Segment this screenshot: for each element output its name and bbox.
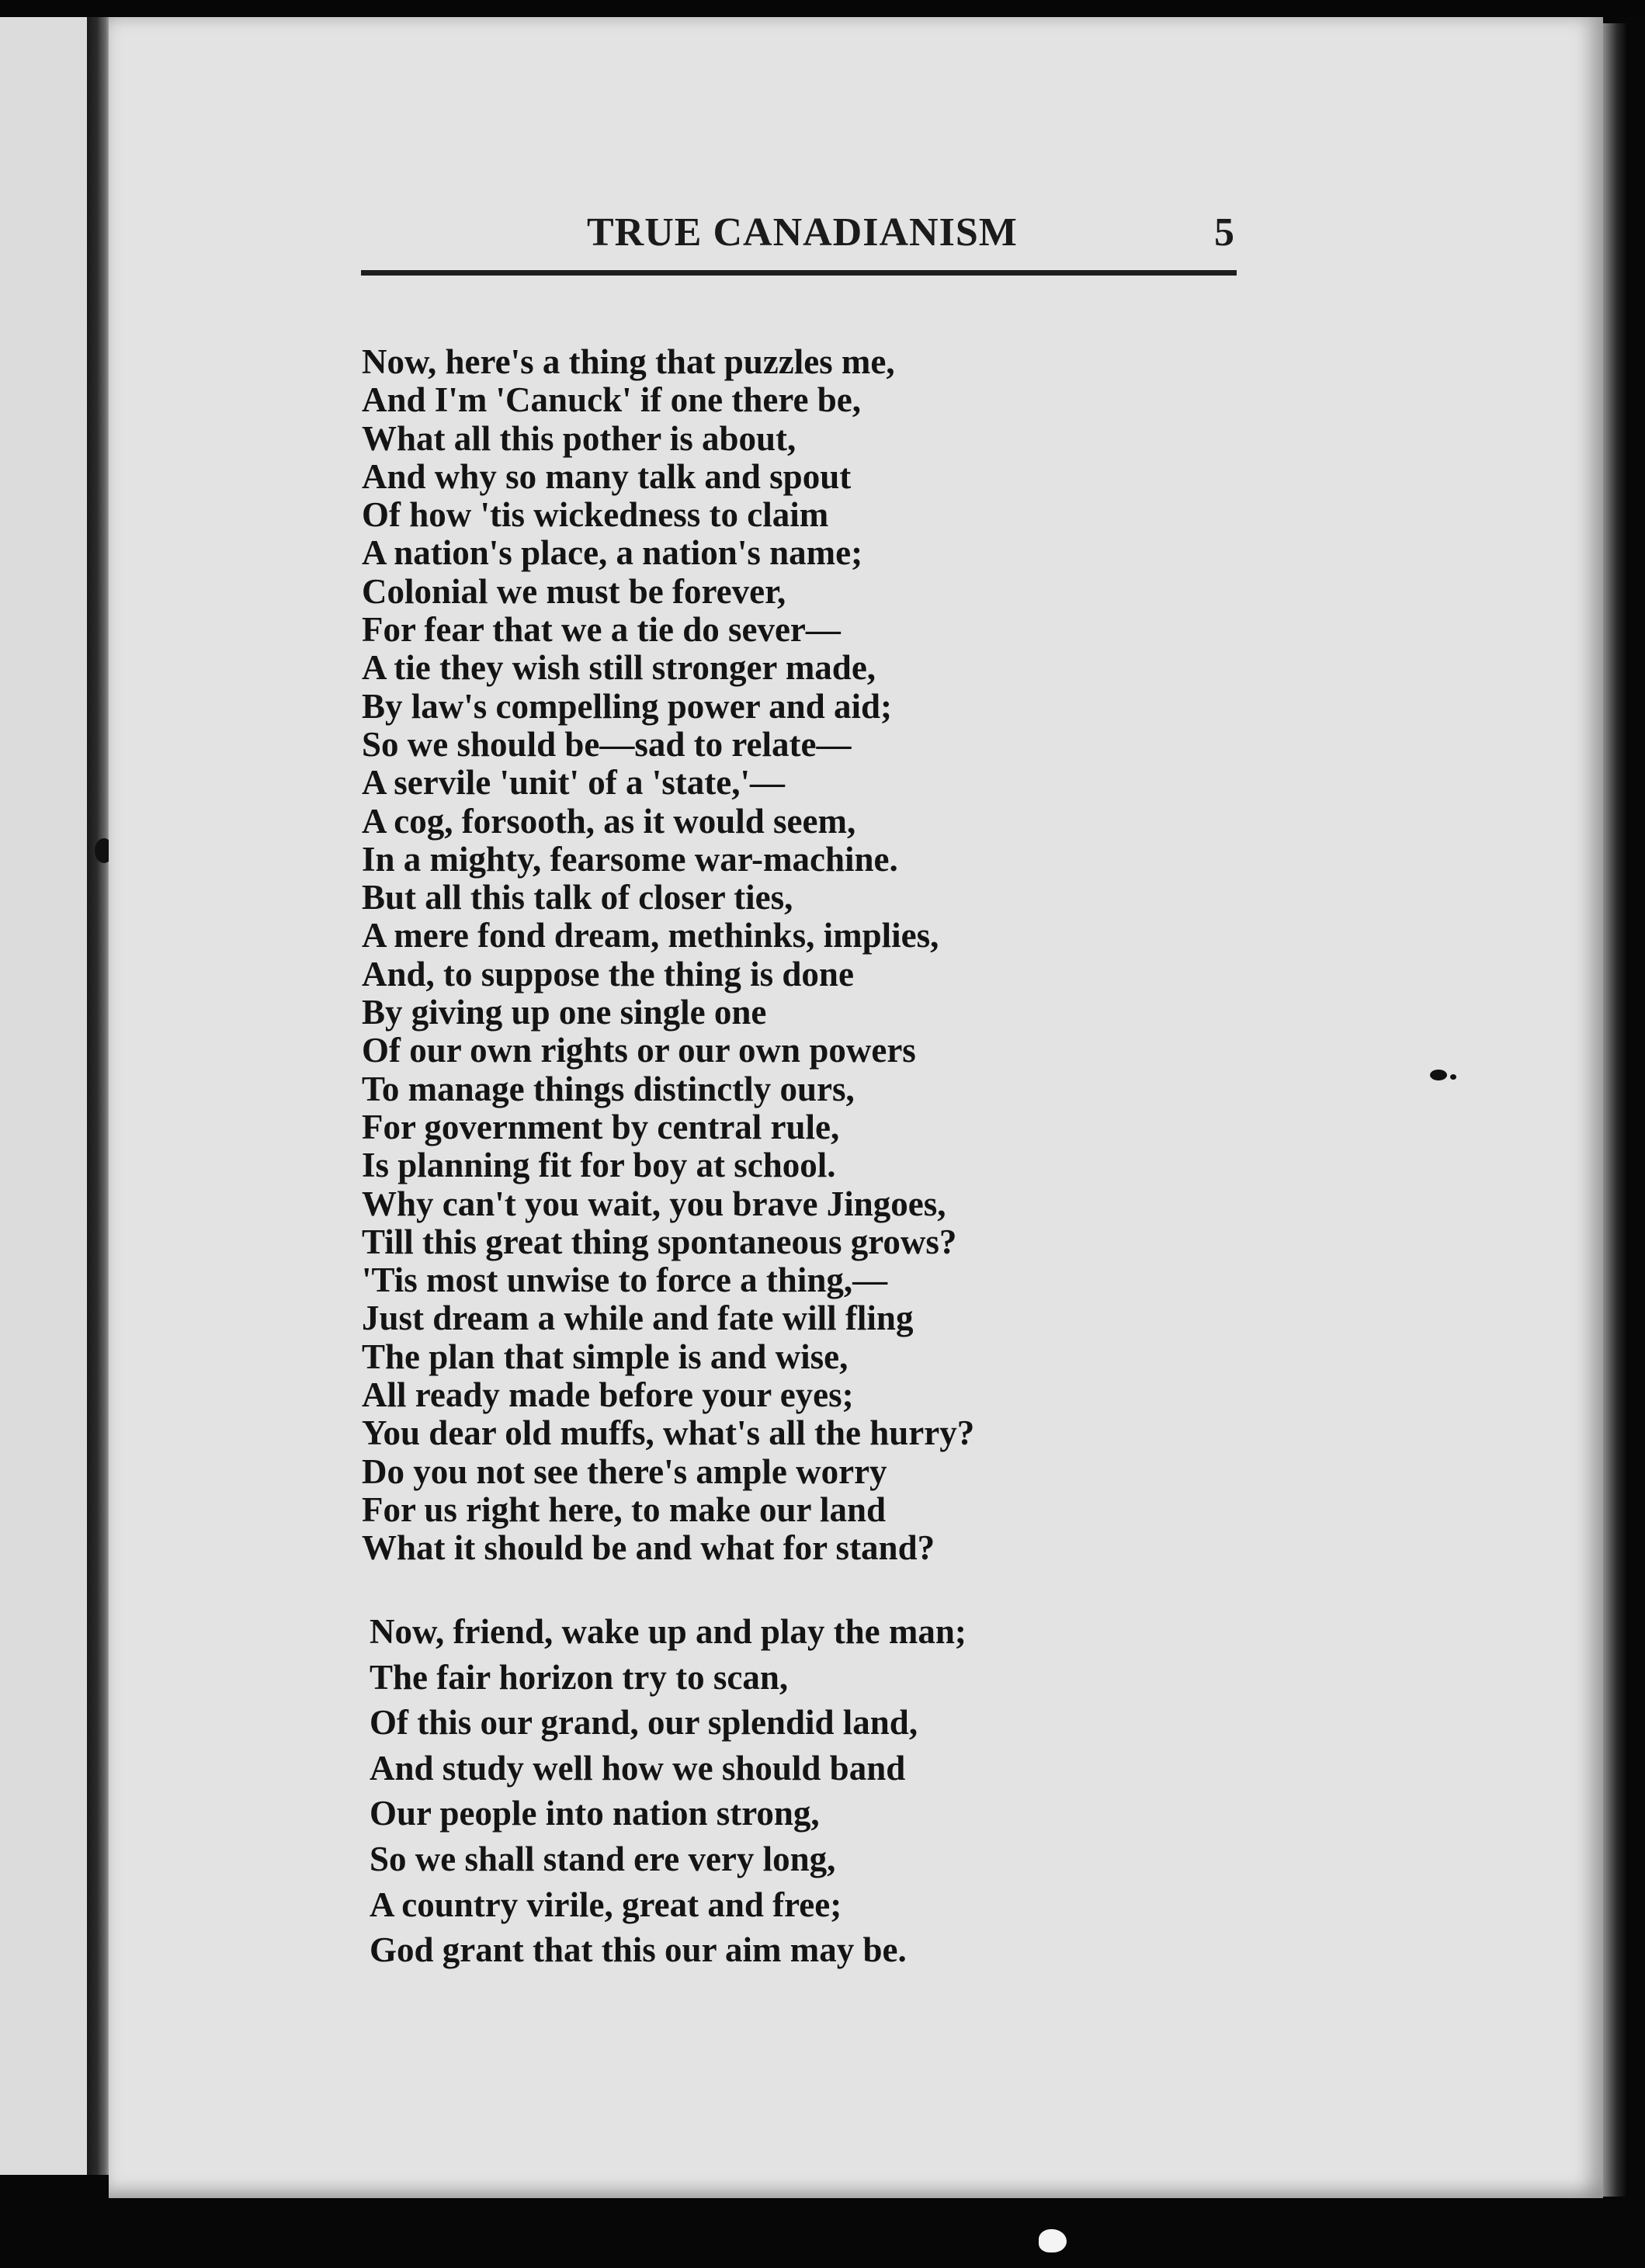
ink-speck bbox=[1450, 1074, 1456, 1080]
poem-line: To manage things distinctly ours, bbox=[362, 1069, 855, 1108]
poem-line: God grant that this our aim may be. bbox=[370, 1930, 907, 1970]
poem-line: So we should be—sad to relate— bbox=[362, 724, 852, 764]
poem-line: A mere fond dream, methinks, implies, bbox=[362, 916, 939, 955]
poem-line: And study well how we should band bbox=[370, 1748, 906, 1788]
poem-line: In a mighty, fearsome war-machine. bbox=[362, 839, 898, 879]
poem-line: Of how 'tis wickedness to claim bbox=[362, 495, 829, 535]
poem-line: And I'm 'Canuck' if one there be, bbox=[362, 380, 861, 420]
poem-line: Do you not see there's ample worry bbox=[362, 1451, 887, 1491]
poem-line: So we shall stand ere very long, bbox=[370, 1839, 836, 1878]
poem-line: Of our own rights or our own powers bbox=[362, 1031, 916, 1070]
facing-page-edge bbox=[0, 17, 87, 2175]
poem-line: A country virile, great and free; bbox=[370, 1885, 842, 1924]
poem-line: The plan that simple is and wise, bbox=[362, 1337, 849, 1376]
poem-line: And why so many talk and spout bbox=[362, 456, 852, 496]
poem-line: A nation's place, a nation's name; bbox=[362, 533, 863, 573]
poem-line: You dear old muffs, what's all the hurry? bbox=[362, 1413, 975, 1453]
poem-line: All ready made before your eyes; bbox=[362, 1375, 854, 1415]
poem-line: Our people into nation strong, bbox=[370, 1794, 820, 1833]
poem-line: Now, friend, wake up and play the man; bbox=[370, 1612, 967, 1651]
poem-line: Why can't you wait, you brave Jingoes, bbox=[362, 1184, 946, 1223]
ink-speck bbox=[1430, 1070, 1447, 1080]
poem-line: For government by central rule, bbox=[362, 1107, 840, 1146]
page-right-edge bbox=[1603, 23, 1626, 2197]
poem-line: And, to suppose the thing is done bbox=[362, 954, 854, 994]
poem-line: But all this talk of closer ties, bbox=[362, 878, 793, 917]
poem-line: Till this great thing spontaneous grows? bbox=[362, 1222, 957, 1261]
page-number: 5 bbox=[1214, 210, 1234, 255]
page-header bbox=[365, 210, 1234, 256]
poem-line: For fear that we a tie do sever— bbox=[362, 610, 841, 650]
poem-line: A servile 'unit' of a 'state,'— bbox=[362, 763, 785, 803]
poem-line: What it should be and what for stand? bbox=[362, 1528, 935, 1568]
poem-line: For us right here, to make our land bbox=[362, 1489, 887, 1529]
poem-line: By law's compelling power and aid; bbox=[362, 686, 892, 726]
header-rule bbox=[361, 270, 1237, 276]
scan-top-border bbox=[0, 0, 1645, 17]
poem-line: 'Tis most unwise to force a thing,— bbox=[362, 1261, 888, 1300]
poem-line: Of this our grand, our splendid land, bbox=[370, 1703, 918, 1743]
poem-line: Is planning fit for boy at school. bbox=[362, 1146, 836, 1185]
poem-line: What all this pother is about, bbox=[362, 418, 796, 458]
poem-line: Just dream a while and fate will fling bbox=[362, 1299, 914, 1338]
poem-line: By giving up one single one bbox=[362, 993, 767, 1032]
poem-stanza-1 bbox=[362, 343, 974, 1568]
poem-line: Colonial we must be forever, bbox=[362, 571, 786, 611]
poem-line: Now, here's a thing that puzzles me, bbox=[362, 342, 895, 381]
running-title: TRUE CANADIANISM bbox=[587, 210, 1018, 255]
poem-line: A tie they wish still stronger made, bbox=[362, 648, 876, 688]
poem-line: The fair horizon try to scan, bbox=[370, 1657, 789, 1697]
scan-artifact bbox=[1039, 2229, 1067, 2252]
poem-line: A cog, forsooth, as it would seem, bbox=[362, 801, 856, 841]
poem-stanza-2 bbox=[370, 1609, 967, 1973]
